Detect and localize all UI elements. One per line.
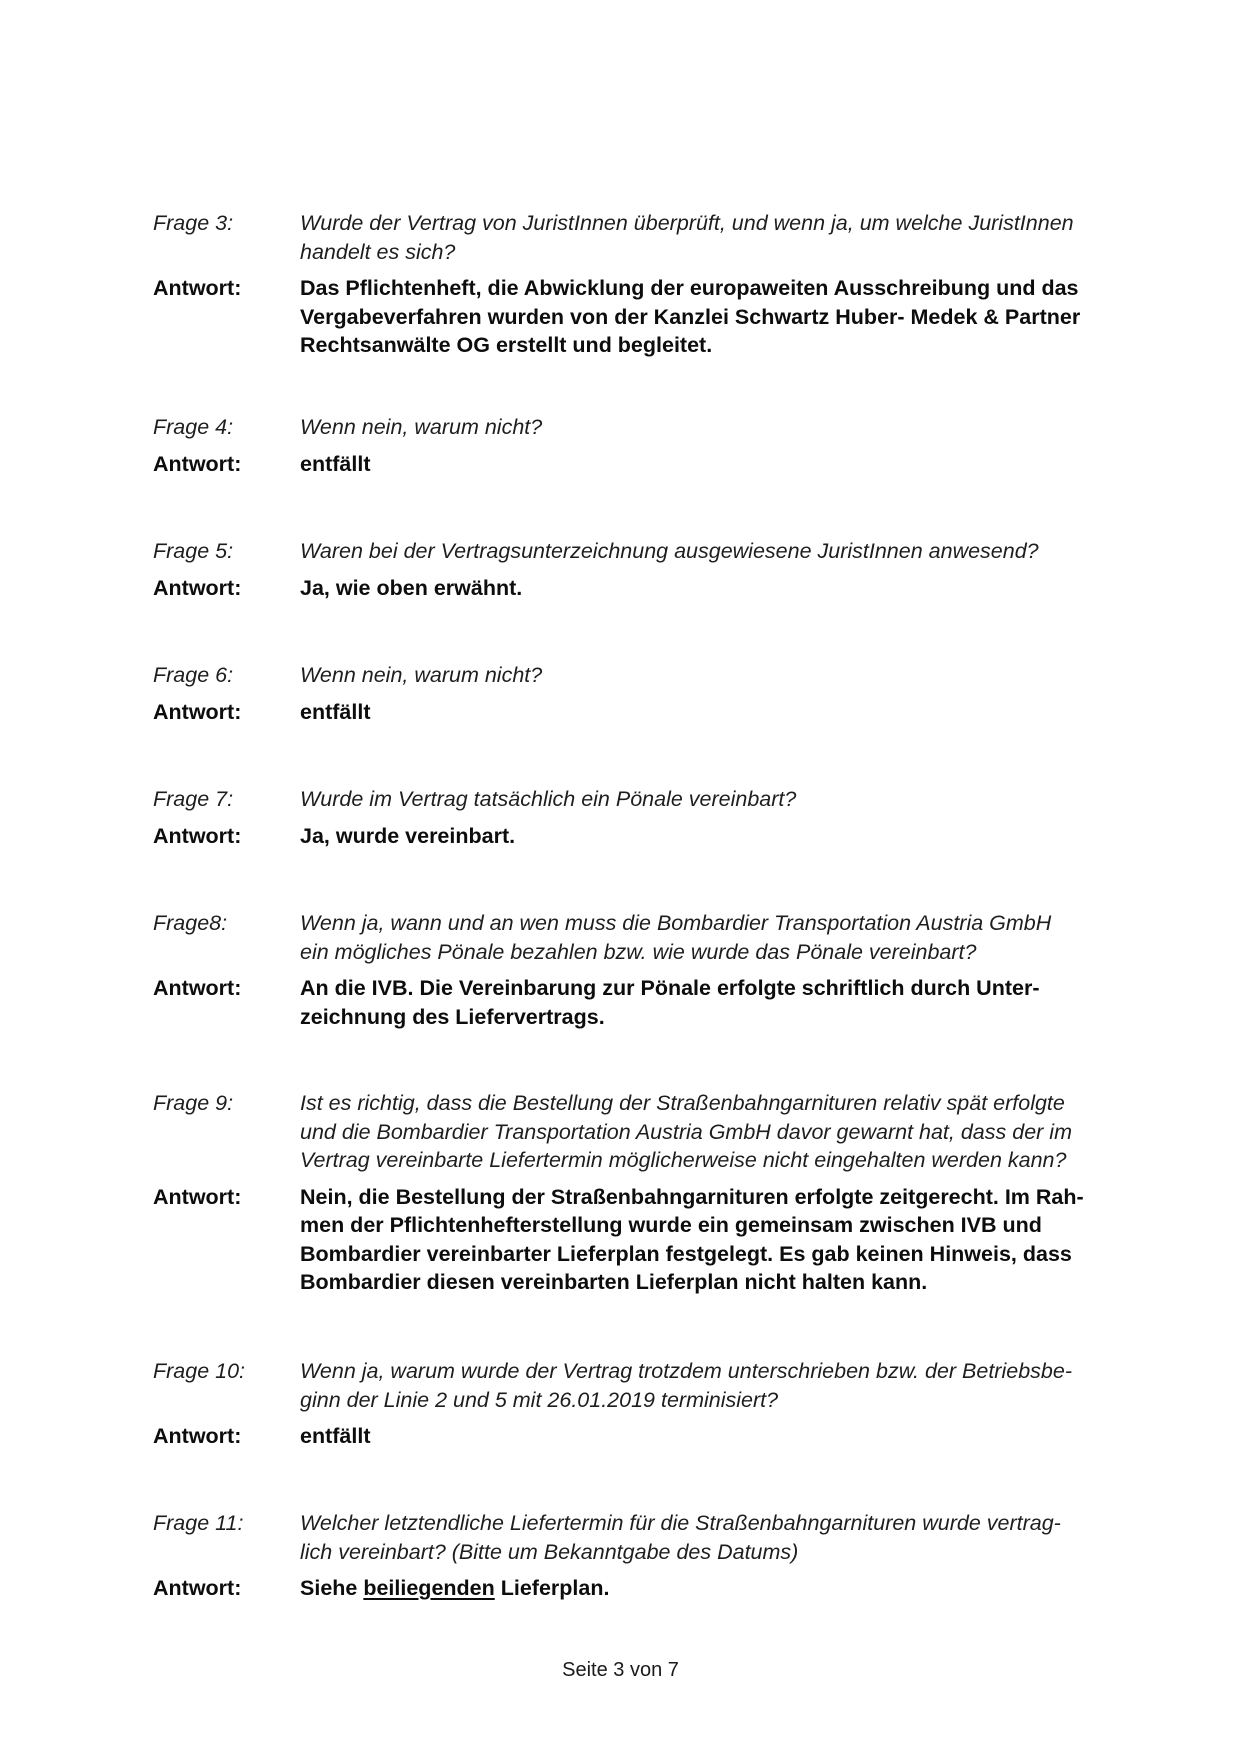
question-label: Frage 9: bbox=[153, 1091, 234, 1115]
qa-block-frage-7 bbox=[0, 785, 1241, 850]
question-label: Frage 4: bbox=[153, 415, 234, 439]
answer-text-prefix: Siehe bbox=[300, 1576, 364, 1600]
answer-line: entfällt bbox=[300, 1424, 371, 1448]
answer-line: Nein, die Bestellung der Straßenbahngarnituren erfolgte zeitgerecht. Im Rah- bbox=[300, 1184, 1084, 1209]
answer-row bbox=[0, 274, 1241, 360]
question-label: Frage 11: bbox=[153, 1511, 244, 1535]
question-line: Wenn nein, warum nicht? bbox=[300, 415, 543, 439]
answer-text bbox=[300, 574, 1140, 603]
question-row bbox=[0, 661, 1241, 690]
answer-line: Rechtsanwälte OG erstellt und begleitet. bbox=[300, 333, 713, 357]
answer-text bbox=[300, 1422, 1140, 1451]
answer-line: An die IVB. Die Vereinbarung zur Pönale erfolgte schriftlich durch Unter- bbox=[300, 976, 1040, 1000]
question-row bbox=[0, 909, 1241, 966]
answer-label: Antwort: bbox=[153, 1184, 242, 1209]
qa-block-frage-8 bbox=[0, 909, 1241, 1031]
question-row bbox=[0, 1357, 1241, 1414]
question-line: ein mögliches Pönale bezahlen bzw. wie wurde das Pönale vereinbart? bbox=[300, 939, 977, 964]
question-text bbox=[300, 413, 1140, 442]
question-text bbox=[300, 661, 1140, 690]
answer-underlined-word: beiliegenden bbox=[363, 1576, 495, 1600]
answer-line: entfällt bbox=[300, 699, 371, 724]
question-label: Frage 7: bbox=[153, 787, 234, 811]
answer-row bbox=[0, 822, 1241, 851]
question-label: Frage 6: bbox=[153, 663, 234, 687]
answer-row bbox=[0, 574, 1241, 603]
question-text bbox=[300, 1509, 1140, 1566]
question-row bbox=[0, 1089, 1241, 1175]
answer-text bbox=[300, 822, 1140, 851]
question-line: Wurde der Vertrag von JuristInnen überprüft, und wenn ja, um welche JuristInnen bbox=[300, 211, 1074, 235]
answer-label: Antwort: bbox=[153, 451, 242, 476]
answer-row bbox=[0, 1183, 1241, 1297]
answer-row bbox=[0, 698, 1241, 727]
answer-line: zeichnung des Liefervertrags. bbox=[300, 1004, 605, 1029]
question-line: Welcher letztendliche Liefertermin für die Straßenbahngarnituren wurde vertrag- bbox=[300, 1511, 1061, 1535]
qa-block-frage-6 bbox=[0, 661, 1241, 726]
answer-label: Antwort: bbox=[153, 575, 242, 600]
answer-label: Antwort: bbox=[153, 699, 242, 724]
question-line: lich vereinbart? (Bitte um Bekanntgabe des Datums) bbox=[300, 1539, 799, 1564]
question-label: Frage 3: bbox=[153, 211, 234, 235]
question-label: Frage8: bbox=[153, 911, 228, 935]
question-line: Wenn nein, warum nicht? bbox=[300, 663, 543, 687]
answer-label: Antwort: bbox=[153, 276, 242, 300]
answer-line: men der Pflichtenhefterstellung wurde ein gemeinsam zwischen IVB und bbox=[300, 1213, 1042, 1237]
question-text bbox=[300, 1089, 1140, 1175]
answer-text bbox=[300, 974, 1140, 1031]
question-text bbox=[300, 537, 1140, 566]
question-text bbox=[300, 209, 1140, 266]
question-row bbox=[0, 537, 1241, 566]
qa-block-frage-10 bbox=[0, 1357, 1241, 1451]
question-line: und die Bombardier Transportation Austria GmbH davor gewarnt hat, dass der im bbox=[300, 1119, 1072, 1144]
answer-line: entfällt bbox=[300, 451, 371, 476]
answer-row bbox=[0, 1422, 1241, 1451]
qa-block-frage-11 bbox=[0, 1509, 1241, 1603]
answer-label: Antwort: bbox=[153, 976, 242, 1000]
answer-line: Das Pflichtenheft, die Abwicklung der europaweiten Ausschreibung und das bbox=[300, 276, 1079, 300]
answer-text bbox=[300, 450, 1140, 479]
answer-text bbox=[300, 274, 1140, 360]
question-text bbox=[300, 785, 1140, 814]
answer-row bbox=[0, 1574, 1241, 1603]
answer-text bbox=[300, 1183, 1140, 1297]
question-line: Waren bei der Vertragsunterzeichnung ausgewiesene JuristInnen anwesend? bbox=[300, 539, 1039, 563]
answer-label: Antwort: bbox=[153, 823, 242, 848]
question-line: Wurde im Vertrag tatsächlich ein Pönale vereinbart? bbox=[300, 787, 797, 811]
answer-line: Bombardier diesen vereinbarten Lieferplan nicht halten kann. bbox=[300, 1270, 928, 1294]
answer-label: Antwort: bbox=[153, 1424, 242, 1448]
answer-line: Vergabeverfahren wurden von der Kanzlei Schwartz Huber- Medek & Partner bbox=[300, 304, 1081, 329]
question-line: Ist es richtig, dass die Bestellung der Straßenbahngarnituren relativ spät erfolgte bbox=[300, 1091, 1065, 1115]
question-line: ginn der Linie 2 und 5 mit 26.01.2019 terminisiert? bbox=[300, 1387, 779, 1412]
qa-block-frage-3 bbox=[0, 209, 1241, 360]
question-row bbox=[0, 413, 1241, 442]
answer-line: Ja, wurde vereinbart. bbox=[300, 823, 516, 848]
answer-text bbox=[300, 698, 1140, 727]
question-row bbox=[0, 209, 1241, 266]
answer-text-suffix: Lieferplan. bbox=[494, 1576, 610, 1600]
qa-block-frage-9 bbox=[0, 1089, 1241, 1297]
answer-row bbox=[0, 974, 1241, 1031]
qa-block-frage-5 bbox=[0, 537, 1241, 602]
page-number-footer: Seite 3 von 7 bbox=[562, 1659, 679, 1681]
answer-row bbox=[0, 450, 1241, 479]
question-text bbox=[300, 1357, 1140, 1414]
answer-line: Ja, wie oben erwähnt. bbox=[300, 575, 523, 600]
answer-label: Antwort: bbox=[153, 1576, 242, 1600]
question-label: Frage 5: bbox=[153, 539, 234, 563]
question-row bbox=[0, 785, 1241, 814]
question-line: Vertrag vereinbarte Liefertermin möglicherweise nicht eingehalten werden kann? bbox=[300, 1148, 1067, 1172]
answer-text bbox=[300, 1574, 1140, 1603]
question-line: Wenn ja, wann und an wen muss die Bombardier Transportation Austria GmbH bbox=[300, 911, 1052, 935]
question-row bbox=[0, 1509, 1241, 1566]
question-line: Wenn ja, warum wurde der Vertrag trotzdem unterschrieben bzw. der Betriebsbe- bbox=[300, 1359, 1072, 1383]
question-line: handelt es sich? bbox=[300, 239, 456, 264]
answer-line: Bombardier vereinbarter Lieferplan festgelegt. Es gab keinen Hinweis, dass bbox=[300, 1241, 1072, 1266]
question-label: Frage 10: bbox=[153, 1359, 246, 1383]
qa-block-frage-4 bbox=[0, 413, 1241, 478]
question-text bbox=[300, 909, 1140, 966]
